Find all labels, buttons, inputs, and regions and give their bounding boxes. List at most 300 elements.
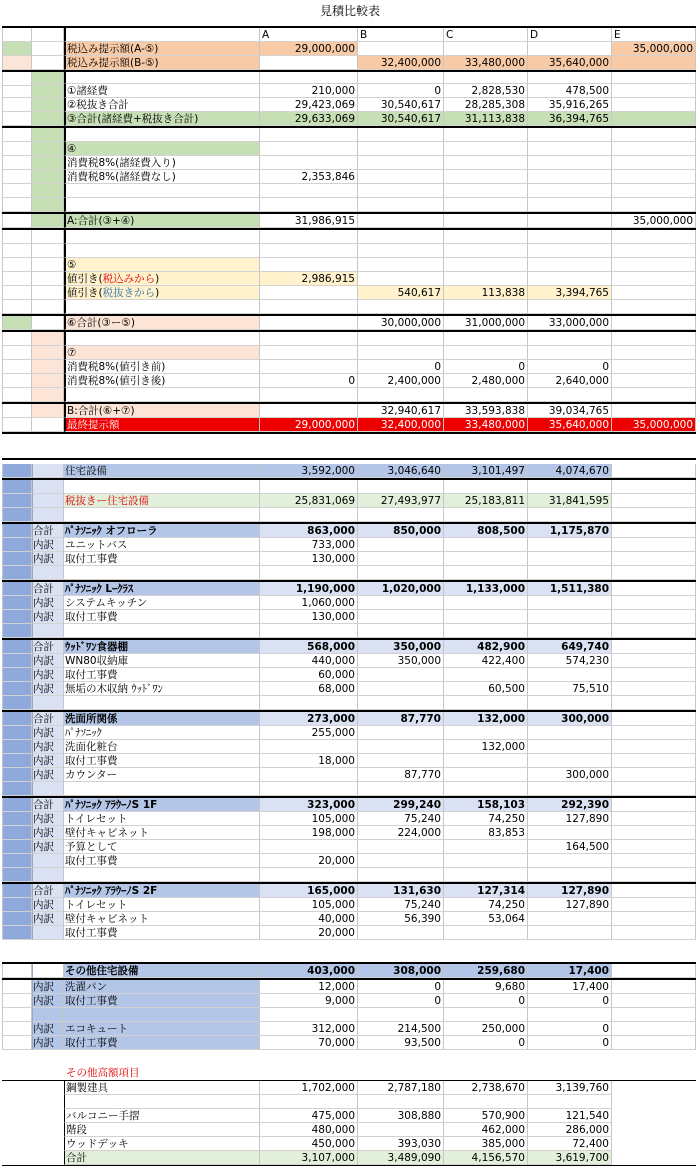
cell-d: 649,740 [528, 640, 612, 654]
row-kind: 内訳 [32, 754, 64, 768]
row-group-total [2, 638, 696, 654]
cell-b [358, 854, 444, 868]
cell-c [444, 754, 528, 768]
cell-b [358, 552, 444, 566]
row-breakdown [2, 812, 696, 826]
row-breakdown [2, 538, 696, 552]
cell-c: 2,480,000 [444, 374, 528, 388]
row-label: バルコニー手摺 [64, 1109, 260, 1123]
cell-d: 3,619,700 [528, 1151, 612, 1165]
blank-row [2, 508, 696, 522]
row-high-cost-total [2, 1151, 696, 1166]
row-group-total [2, 882, 696, 898]
row-breakdown [2, 980, 696, 994]
cell-a: 29,000,000 [260, 42, 358, 56]
row-breakdown [2, 726, 696, 740]
row-high-cost-item [2, 1123, 696, 1137]
cell-c: 31,000,000 [444, 316, 528, 330]
cell-a: 475,000 [260, 1109, 358, 1123]
cell-d: 121,540 [528, 1109, 612, 1123]
cell-b [358, 840, 444, 854]
cell-b: 75,240 [358, 812, 444, 826]
row-total-b [2, 404, 696, 418]
cell-a: 12,000 [260, 980, 358, 994]
cell-d: 36,394,765 [528, 112, 612, 126]
cell-b: 75,240 [358, 898, 444, 912]
cell-a: 3,107,000 [260, 1151, 358, 1165]
cell-d: 1,175,870 [528, 524, 612, 538]
cell-a: 2,986,915 [260, 272, 358, 286]
cell-b: 350,000 [358, 640, 444, 654]
cell-a: 863,000 [260, 524, 358, 538]
row-breakdown [2, 854, 696, 868]
row-breakdown [2, 754, 696, 768]
row-breakdown [2, 610, 696, 624]
row-breakdown [2, 1022, 696, 1036]
row-label: 税込み提示額(A-⑤) [64, 42, 260, 56]
cell-b: 93,500 [358, 1036, 444, 1050]
row-label: ウッドデッキ [64, 1137, 260, 1151]
cell-c: 1,133,000 [444, 582, 528, 596]
cell-b [358, 682, 444, 696]
cell-d [528, 552, 612, 566]
row-label: ⑤ [64, 258, 260, 272]
row-tax8-with [2, 156, 696, 170]
header-c: C [444, 28, 528, 42]
blank-row [2, 1008, 696, 1022]
row-label: カウンター [64, 768, 260, 782]
cell-b: 30,540,617 [358, 98, 444, 112]
blank-row [2, 782, 696, 796]
row-kind: 内訳 [32, 538, 64, 552]
cell-a [260, 740, 358, 754]
row-breakdown [2, 994, 696, 1008]
row-kind: 内訳 [32, 610, 64, 624]
cell-c: 0 [444, 994, 528, 1008]
row-label: ﾊﾟﾅｿﾆｯｸ ｱﾗｳｰﾉS 1F [64, 798, 260, 812]
row-section-4 [2, 142, 696, 156]
cell-d [528, 668, 612, 682]
high-cost-table [2, 1080, 696, 1166]
cell-d: 300,000 [528, 768, 612, 782]
cell-c [444, 610, 528, 624]
row-label: 取付工事費 [64, 994, 260, 1008]
cell-a: 70,000 [260, 1036, 358, 1050]
cell-c: 570,900 [444, 1109, 528, 1123]
cell-a: 68,000 [260, 682, 358, 696]
row-label: 値引き(税込みから) [64, 272, 260, 286]
cell-d [528, 596, 612, 610]
cell-a: 165,000 [260, 884, 358, 898]
cell-c: 28,285,308 [444, 98, 528, 112]
row-kind: 内訳 [32, 1022, 64, 1036]
row-label: 税込み提示額(B-⑤) [64, 56, 260, 70]
row-kind: 内訳 [32, 726, 64, 740]
row-label: ﾊﾟﾅｿﾆｯｸ Lｰｸﾗｽ [64, 582, 260, 596]
cell-d: 2,640,000 [528, 374, 612, 388]
cell-a: 0 [260, 374, 358, 388]
cell-c: 33,480,000 [444, 418, 528, 432]
cell-e: 35,000,000 [612, 42, 696, 56]
row-group-total [2, 710, 696, 726]
cell-c: 422,400 [444, 654, 528, 668]
cell-b [358, 610, 444, 624]
cell-b: 350,000 [358, 654, 444, 668]
cell-d: 478,500 [528, 84, 612, 98]
cell-d: 17,400 [528, 980, 612, 994]
cell-c: 462,000 [444, 1123, 528, 1137]
row-total-a [2, 214, 696, 230]
cell-a: 733,000 [260, 538, 358, 552]
cell-d: 31,841,595 [528, 494, 612, 508]
cell-b: 0 [358, 980, 444, 994]
cell-c: 33,480,000 [444, 56, 528, 70]
row-label: 壁付キャビネット [64, 912, 260, 926]
row-breakdown [2, 668, 696, 682]
cell-d: 3,394,765 [528, 286, 612, 300]
row-kind: 内訳 [32, 840, 64, 854]
cell-b [358, 1123, 444, 1137]
row-breakdown [2, 740, 696, 754]
cell-c: 132,000 [444, 712, 528, 726]
cell-d: 35,640,000 [528, 418, 612, 432]
cell-a: 40,000 [260, 912, 358, 926]
cell-b: 393,030 [358, 1137, 444, 1151]
row-tax8-after [2, 374, 696, 388]
cell-a: 3,592,000 [260, 464, 358, 478]
row-section-7 [2, 346, 696, 360]
cell-c: 158,103 [444, 798, 528, 812]
cell-a: 105,000 [260, 898, 358, 912]
row-kind: 内訳 [32, 654, 64, 668]
cell-d: 127,890 [528, 884, 612, 898]
row-kind: 合計 [32, 582, 64, 596]
row-discount-excl [2, 286, 696, 300]
row-misc-expenses [2, 84, 696, 98]
cell-c: 385,000 [444, 1137, 528, 1151]
cell-a [260, 840, 358, 854]
other-equipment-table [2, 962, 696, 1050]
cell-d [528, 754, 612, 768]
cell-d: 39,034,765 [528, 404, 612, 418]
blank-row [2, 868, 696, 882]
cell-b: 0 [358, 360, 444, 374]
cell-d: 164,500 [528, 840, 612, 854]
row-label: ③合計(諸経費+税抜き合計) [64, 112, 260, 126]
cell-d: 35,640,000 [528, 56, 612, 70]
summary-table [2, 26, 696, 434]
row-label: 最終提示額 [64, 418, 260, 432]
row-label: その他住宅設備 [64, 964, 260, 978]
row-label: 取付工事費 [64, 668, 260, 682]
row-discount-incl [2, 272, 696, 286]
cell-c: 25,183,811 [444, 494, 528, 508]
cell-a: 31,986,915 [260, 214, 358, 228]
row-kind: 合計 [32, 712, 64, 726]
header-a: A [260, 28, 358, 42]
row-label: 無垢の木収納 ｳｯﾄﾞﾜﾝ [64, 682, 260, 696]
cell-b [358, 726, 444, 740]
cell-a: 130,000 [260, 610, 358, 624]
cell-c [444, 596, 528, 610]
cell-d: 574,230 [528, 654, 612, 668]
cell-a: 20,000 [260, 926, 358, 940]
row-breakdown [2, 912, 696, 926]
row-label: 取付工事費 [64, 1036, 260, 1050]
row-other-equipment [2, 962, 696, 980]
cell-d: 72,400 [528, 1137, 612, 1151]
cell-b [358, 754, 444, 768]
row-breakdown [2, 926, 696, 940]
cell-c: 74,250 [444, 812, 528, 826]
cell-a: 1,190,000 [260, 582, 358, 596]
housing-equipment-table [2, 458, 696, 940]
high-cost-title: その他高額項目 [66, 1067, 140, 1079]
row-label: 階段 [64, 1123, 260, 1137]
row-label: 住宅設備 [64, 464, 260, 478]
blank-row [2, 566, 696, 580]
cell-d: 300,000 [528, 712, 612, 726]
cell-e: 35,000,000 [612, 214, 696, 228]
cell-a: 29,000,000 [260, 418, 358, 432]
row-label: 取付工事費 [64, 552, 260, 566]
cell-c: 2,738,670 [444, 1081, 528, 1095]
row-pretax-total [2, 98, 696, 112]
cell-b: 1,020,000 [358, 582, 444, 596]
row-housing-equipment [2, 464, 696, 480]
row-high-cost-item [2, 1137, 696, 1151]
row-kind: 内訳 [32, 596, 64, 610]
row-high-cost-item [2, 1109, 696, 1123]
row-group-total [2, 522, 696, 538]
row-label: 消費税8%(諸経費入り) [64, 156, 260, 170]
cell-b: 850,000 [358, 524, 444, 538]
row-section-5 [2, 258, 696, 272]
cell-c: 132,000 [444, 740, 528, 754]
cell-d [528, 538, 612, 552]
row-high-cost-item [2, 1080, 696, 1095]
blank-row [2, 1095, 696, 1109]
header-e: E [612, 28, 696, 42]
header-row [2, 26, 696, 42]
cell-b: 214,500 [358, 1022, 444, 1036]
row-label: ﾊﾟﾅｿﾆｯｸ [64, 726, 260, 740]
cell-b: 224,000 [358, 826, 444, 840]
row-kind: 合計 [32, 798, 64, 812]
row-kind: 合計 [32, 524, 64, 538]
cell-b [358, 926, 444, 940]
cell-c: 33,593,838 [444, 404, 528, 418]
row-kind: 内訳 [32, 1036, 64, 1050]
cell-a: 29,633,069 [260, 112, 358, 126]
row-kind: 内訳 [32, 912, 64, 926]
cell-b: 299,240 [358, 798, 444, 812]
cell-a: 403,000 [260, 964, 358, 978]
cell-c: 31,113,838 [444, 112, 528, 126]
cell-d: 0 [528, 1022, 612, 1036]
cell-a: 25,831,069 [260, 494, 358, 508]
cell-b: 131,630 [358, 884, 444, 898]
blank-row [2, 696, 696, 710]
cell-c: 808,500 [444, 524, 528, 538]
row-label: 洗面化粧台 [64, 740, 260, 754]
row-label: ②税抜き合計 [64, 98, 260, 112]
header-b: B [358, 28, 444, 42]
cell-c: 3,101,497 [444, 464, 528, 478]
row-label: ①諸経費 [64, 84, 260, 98]
cell-c [444, 840, 528, 854]
row-group-total [2, 580, 696, 596]
row-tax-incl-a [2, 42, 696, 56]
row-kind: 内訳 [32, 994, 64, 1008]
cell-b: 308,880 [358, 1109, 444, 1123]
row-breakdown [2, 826, 696, 840]
cell-c: 53,064 [444, 912, 528, 926]
cell-c: 0 [444, 1036, 528, 1050]
blank-row [2, 624, 696, 638]
cell-c: 9,680 [444, 980, 528, 994]
cell-e: 35,000,000 [612, 418, 696, 432]
row-total-6 [2, 316, 696, 332]
cell-a: 450,000 [260, 1137, 358, 1151]
cell-c: 127,314 [444, 884, 528, 898]
row-label: ⑥合計(③ー⑤) [64, 316, 260, 330]
cell-b: 2,787,180 [358, 1081, 444, 1095]
row-tax8-before [2, 360, 696, 374]
cell-b: 0 [358, 84, 444, 98]
cell-b: 2,400,000 [358, 374, 444, 388]
cell-d: 33,000,000 [528, 316, 612, 330]
cell-c: 482,900 [444, 640, 528, 654]
cell-a: 20,000 [260, 854, 358, 868]
cell-c [444, 538, 528, 552]
cell-c: 83,853 [444, 826, 528, 840]
cell-a: 323,000 [260, 798, 358, 812]
cell-c: 2,828,530 [444, 84, 528, 98]
row-label: B:合計(⑥+⑦) [64, 404, 260, 418]
row-tax8-without [2, 170, 696, 184]
row-label: 消費税8%(値引き前) [64, 360, 260, 374]
row-pretax-minus-equipment [2, 494, 696, 508]
cell-c: 0 [444, 360, 528, 374]
cell-d [528, 740, 612, 754]
cell-c: 74,250 [444, 898, 528, 912]
cell-c [444, 854, 528, 868]
cell-a: 18,000 [260, 754, 358, 768]
row-kind: 内訳 [32, 812, 64, 826]
row-label: エコキュート [64, 1022, 260, 1036]
cell-a: 273,000 [260, 712, 358, 726]
cell-b: 87,770 [358, 768, 444, 782]
row-final-offer [2, 418, 696, 434]
cell-b: 30,540,617 [358, 112, 444, 126]
row-label: 鋼製建具 [64, 1081, 260, 1095]
cell-c [444, 668, 528, 682]
row-breakdown [2, 840, 696, 854]
row-label: システムキッチン [64, 596, 260, 610]
row-total-3 [2, 112, 696, 128]
cell-b [358, 740, 444, 754]
row-kind: 内訳 [32, 980, 64, 994]
row-label: 取付工事費 [64, 854, 260, 868]
row-label: 取付工事費 [64, 926, 260, 940]
cell-d [528, 610, 612, 624]
cell-b: 3,046,640 [358, 464, 444, 478]
cell-b: 308,000 [358, 964, 444, 978]
row-kind: 内訳 [32, 740, 64, 754]
row-kind: 合計 [32, 640, 64, 654]
cell-a: 440,000 [260, 654, 358, 668]
cell-a: 198,000 [260, 826, 358, 840]
cell-a: 60,000 [260, 668, 358, 682]
cell-c [444, 552, 528, 566]
row-label: ﾊﾟﾅｿﾆｯｸ オフローラ [64, 524, 260, 538]
cell-d [528, 826, 612, 840]
row-label: 予算として [64, 840, 260, 854]
row-kind: 内訳 [32, 552, 64, 566]
cell-a: 210,000 [260, 84, 358, 98]
row-label: 値引き(税抜きから) [64, 286, 260, 300]
row-kind: 内訳 [32, 668, 64, 682]
blank-row [2, 480, 696, 494]
cell-b [358, 668, 444, 682]
cell-a: 312,000 [260, 1022, 358, 1036]
row-breakdown [2, 682, 696, 696]
header-d: D [528, 28, 612, 42]
cell-d [528, 912, 612, 926]
row-breakdown [2, 768, 696, 782]
cell-d [528, 926, 612, 940]
cell-b: 27,493,977 [358, 494, 444, 508]
row-kind: 内訳 [32, 898, 64, 912]
row-kind: 内訳 [32, 826, 64, 840]
cell-a: 2,353,846 [260, 170, 358, 184]
cell-b [358, 596, 444, 610]
row-label: 消費税8%(諸経費なし) [64, 170, 260, 184]
row-label: ｳｯﾄﾞﾜﾝ食器棚 [64, 640, 260, 654]
row-label: 取付工事費 [64, 754, 260, 768]
cell-d: 127,890 [528, 812, 612, 826]
row-breakdown [2, 654, 696, 668]
cell-d [528, 854, 612, 868]
cell-b: 32,940,617 [358, 404, 444, 418]
cell-b [358, 538, 444, 552]
cell-c: 113,838 [444, 286, 528, 300]
cell-d: 0 [528, 360, 612, 374]
row-label: 取付工事費 [64, 610, 260, 624]
cell-d: 292,390 [528, 798, 612, 812]
row-label: ④ [64, 142, 260, 156]
cell-b: 32,400,000 [358, 418, 444, 432]
row-kind: 内訳 [32, 768, 64, 782]
cell-d: 4,074,670 [528, 464, 612, 478]
cell-b: 0 [358, 994, 444, 1008]
cell-a [260, 768, 358, 782]
cell-b: 87,770 [358, 712, 444, 726]
cell-b: 56,390 [358, 912, 444, 926]
cell-d: 0 [528, 1036, 612, 1050]
cell-b: 3,489,090 [358, 1151, 444, 1165]
cell-a: 1,702,000 [260, 1081, 358, 1095]
row-breakdown [2, 596, 696, 610]
row-label: 消費税8%(値引き後) [64, 374, 260, 388]
row-label: 税抜きー住宅設備 [64, 494, 260, 508]
cell-a: 105,000 [260, 812, 358, 826]
row-label: 壁付キャビネット [64, 826, 260, 840]
cell-a: 480,000 [260, 1123, 358, 1137]
cell-c: 4,156,570 [444, 1151, 528, 1165]
cell-c [444, 926, 528, 940]
